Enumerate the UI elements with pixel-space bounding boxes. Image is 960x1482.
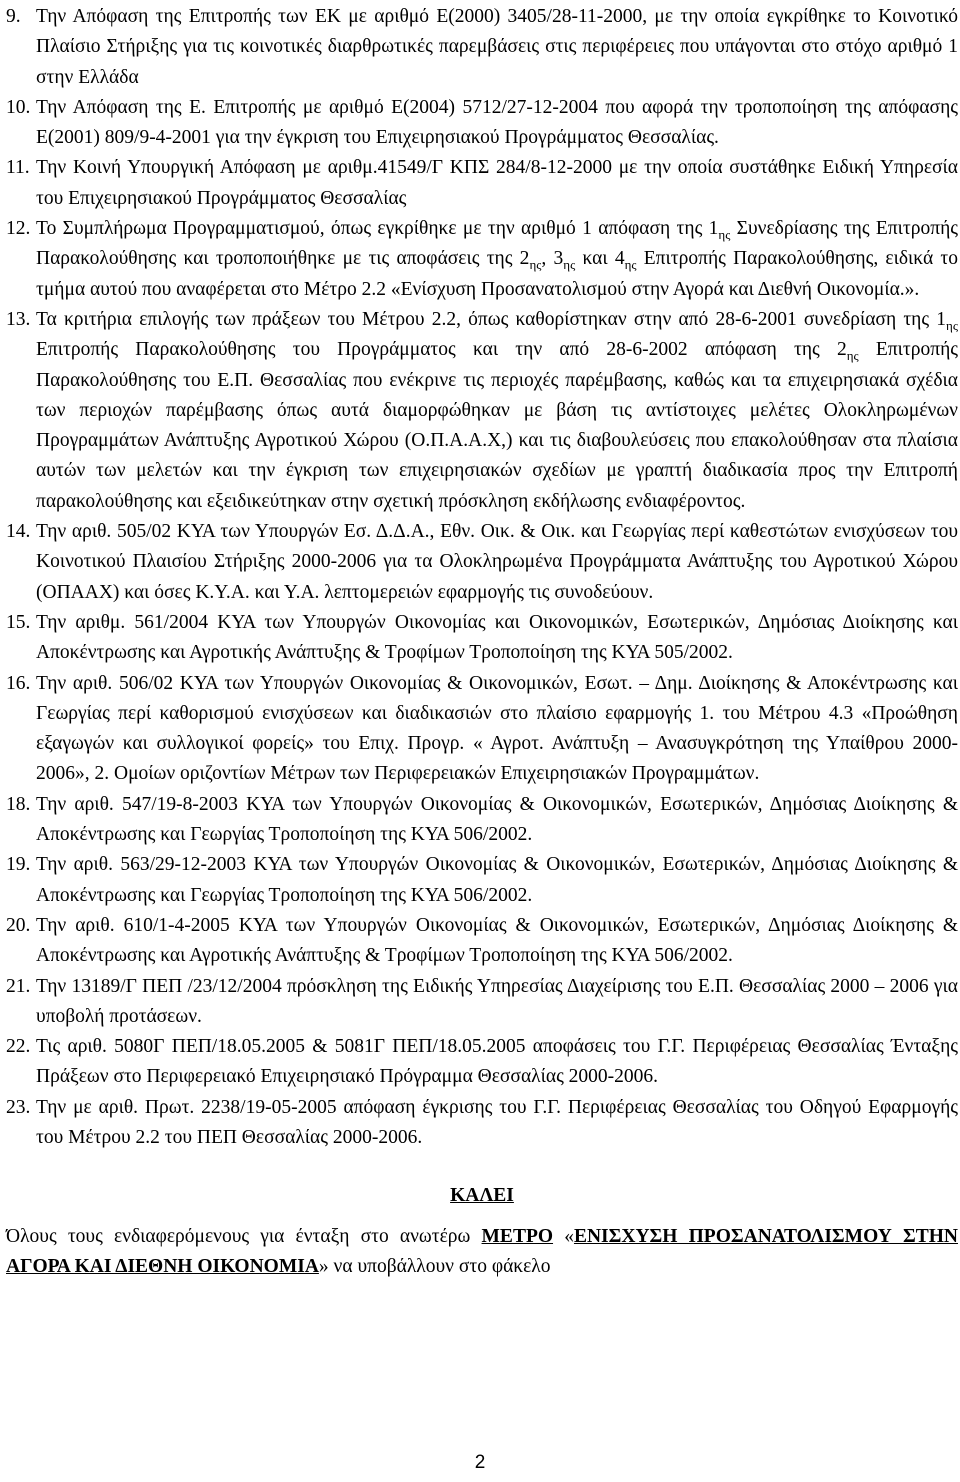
list-item-number: 10. [6,96,31,118]
ordinal-suffix: ης [946,317,958,333]
document-page [6,2,958,1282]
intro-metro: ΜΕΤΡΟ [481,1225,554,1247]
list-item-number: 12. [6,218,31,240]
list-item-text: και 4 [575,248,625,270]
list-item [6,608,958,669]
list-item [6,517,958,608]
intro-prefix: Όλους τους ενδιαφερόμενους για ένταξη στο ανωτέρω [6,1225,482,1247]
list-item-text: Την αριθ. 547/19-8-2003 ΚΥΑ των Υπουργών Οικονομίας & Οικονομικών, Εσωτερικών, Δημόσιας Διοίκησης & Αποκέντρωσης και Γεωργίας Τροποποίηση της ΚΥΑ 506/2002. [36,793,958,846]
ordinal-suffix: ης [624,257,637,273]
list-item-text: Την με αριθ. Πρωτ. 2238/19-05-2005 απόφαση έγκρισης του Γ.Γ. Περιφέρειας Θεσσαλίας του Οδηγού Εφαρμογής του Μέτρου 2.2 του ΠΕΠ Θεσσαλίας 2000-2006. [36,1096,958,1148]
list-item [6,93,958,154]
list-item [6,214,958,305]
list-item-number: 15. [6,611,31,633]
intro-suffix: » να υποβάλλουν στο φάκελο [318,1255,551,1277]
ordinal-suffix: ης [563,257,576,273]
list-item [6,1032,958,1093]
page-number: 2 [474,1452,486,1473]
list-item-number: 9. [6,6,21,27]
list-item-text: Το Συμπλήρωμα Προγραμματισμού, όπως εγκρίθηκε με την αριθμό 1 απόφαση της 1 [36,218,719,240]
list-item-text: Την αριθ. 610/1-4-2005 ΚΥΑ των Υπουργών Οικονομίας & Οικονομικών, Εσωτερικών, Δημόσιας Διοίκησης & Αποκέντρωσης και Αγροτικής Ανάπτυξης & Τροφίμων Τροποποίηση της ΚΥΑ 506/2002. [36,914,958,967]
list-item [6,850,958,911]
list-item [6,153,958,214]
intro-paragraph [6,1222,958,1283]
list-item-number: 18. [6,793,31,815]
list-item-number: 21. [6,975,31,997]
list-item-number: 16. [6,672,31,694]
recitals-list [6,2,958,1153]
list-item-text: Συνεδρίασης της Επιτροπής Παρακολούθησης και τροποποιήθηκε με τις αποφάσεις της 2 [36,218,959,270]
list-item-number: 19. [6,854,31,876]
ordinal-suffix: ης [718,226,731,242]
list-item-number: 14. [6,521,31,543]
list-item-text: Τις αριθ. 5080Γ ΠΕΠ/18.05.2005 & 5081Γ ΠΕΠ/18.05.2005 αποφάσεις του Γ.Γ. Περιφέρειας Θεσσαλίας Ένταξης Πράξεων στο Περιφερειακό Επιχειρησιακό Πρόγραμμα Θεσσαλίας 2000-2006. [36,1036,958,1088]
ordinal-suffix: ης [529,257,542,273]
list-item-text: Επιτροπής Παρακολούθησης, ειδικά το τμήμα αυτού που αναφέρεται στο Μέτρο 2.2 «Ενίσχυση Προσανατολισμού στην Αγορά και Διεθνή Οικονομία.». [36,248,959,300]
intro-measure-title: ΕΝΙΣΧΥΣΗ ΠΡΟΣΑΝΑΤΟΛΙΣΜΟΥ ΣΤΗΝ ΑΓΟΡΑ ΚΑΙ ΔΙΕΘΝΗ ΟΙΚΟΝΟΜΙΑ [6,1225,958,1277]
intro-open-quote: « [553,1225,574,1247]
list-item-text: Την 13189/Γ ΠΕΠ /23/12/2004 πρόσκληση της Ειδικής Υπηρεσίας Διαχείρισης του Ε.Π. Θεσσαλίας 2000 – 2006 για υποβολή προτάσεων. [36,975,958,1027]
section-heading: ΚΑΛΕΙ [450,1185,514,1207]
list-item [6,911,958,972]
list-item-text: Την Απόφαση της Ε. Επιτροπής με αριθμό Ε(2004) 5712/27-12-2004 που αφορά την τροποποίηση της απόφασης Ε(2001) 809/9-4-2001 για την έγκριση του Επιχειρησιακού Προγράμματος Θεσσαλίας. [36,96,958,149]
list-item-text: , 3 [541,248,564,270]
list-item [6,972,958,1033]
list-item-text: Την αριθμ. 561/2004 ΚΥΑ των Υπουργών Οικονομίας και Οικονομικών, Εσωτερικών, Δημόσιας Διοίκησης και Αποκέντρωσης και Αγροτικής Ανάπτυξης & Τροφίμων Τροποποίηση της ΚΥΑ 505/2002. [36,611,958,664]
list-item [6,669,958,790]
list-item-text: Επιτροπής Παρακολούθησης του Ε.Π. Θεσσαλίας που ενέκρινε τις περιοχές παρέμβασης, καθώς και τα επιχειρησιακά σχέδια των περιοχών παρέμβασης όπως αυτά διαμορφώθηκαν με βάση τις αντίστοιχες μελέτες Ολοκληρωμένων Προγραμμάτων Ανάπτυξης Αγροτικού Χώρου (Ο.Π.Α.Α.Χ,) και τις διαβουλεύσεις που επακολούθησαν στα πλαίσια αυτών των μελετών και την έγκριση των επιχειρησιακών σχεδίων με γραπτή διαδικασία προς την Επιτροπή παρακολούθησης και εξειδικεύτηκαν στην σχετική πρόσκληση εκδήλωσης ενδιαφέροντος. [36,339,958,512]
list-item-text: Την αριθ. 506/02 ΚΥΑ των Υπουργών Οικονομίας & Οικονομικών, Εσωτ. – Δημ. Διοίκησης & Αποκέντρωσης και Γεωργίας περί καθορισμού ενισχύσεων και διαδικασιών στο πλαίσιο εφαρμογής 1. του Μέτρου 4.3 «Προώθηση εξαγωγών και συλλογικοί φορείς» του Επιχ. Προγρ. « Αγροτ. Ανάπτυξη – Ανασυγκρότηση της Υπαίθρου 2000-2006», 2. Ομοίων οριζοντίων Μέτρων των Περιφερειακών Επιχειρησιακών Προγραμμάτων. [36,672,958,785]
list-item-number: 13. [6,308,31,330]
list-item-number: 23. [6,1096,31,1118]
ordinal-suffix: ης [846,348,859,364]
list-item-text: Την αριθ. 505/02 ΚΥΑ των Υπουργών Εσ. Δ.Δ.Α., Εθν. Οικ. & Οικ. και Γεωργίας περί καθεστώτων ενισχύσεων του Κοινοτικού Πλαισίου Στήριξης 2000-2006 για τα Ολοκληρωμένα Προγράμματα Ανάπτυξης του Αγροτικού Χώρου (ΟΠΑΑΧ) και όσες Κ.Υ.Α. και Υ.Α. λεπτομερειών εφαρμογής τις συνοδεύουν. [36,521,958,603]
list-item-number: 22. [6,1036,31,1058]
list-item [6,305,958,517]
list-item-text: Τα κριτήρια επιλογής των πράξεων του Μέτρου 2.2, όπως καθορίστηκαν στην από 28-6-2001 συνεδρίαση της 1 [36,308,947,330]
list-item [6,2,958,93]
list-item-number: 11. [6,157,30,179]
list-item-number: 20. [6,914,31,936]
list-item-text: Την Κοινή Υπουργική Απόφαση με αριθμ.41549/Γ ΚΠΣ 284/8-12-2000 με την οποία συστάθηκε Ειδική Υπηρεσία του Επιχειρησιακού Προγράμματος Θεσσαλίας [36,157,958,209]
list-item [6,790,958,851]
list-item [6,1093,958,1154]
list-item-text: Την αριθ. 563/29-12-2003 ΚΥΑ των Υπουργών Οικονομίας & Οικονομικών, Εσωτερικών, Δημόσιας Διοίκησης & Αποκέντρωσης και Γεωργίας Τροποποίηση της ΚΥΑ 506/2002. [36,854,958,906]
list-item-text: Την Απόφαση της Επιτροπής των ΕΚ με αριθμό Ε(2000) 3405/28-11-2000, με την οποία εγκρίθηκε το Κοινοτικό Πλαίσιο Στήριξης για τις κοινοτικές διαρθρωτικές παρεμβάσεις στις περιφέρειες που υπάγονται στο στόχο αριθμό 1 στην Ελλάδα [36,6,958,88]
list-item-text: Επιτροπής Παρακολούθησης του Προγράμματος και την από 28-6-2002 απόφαση της 2 [36,339,847,361]
